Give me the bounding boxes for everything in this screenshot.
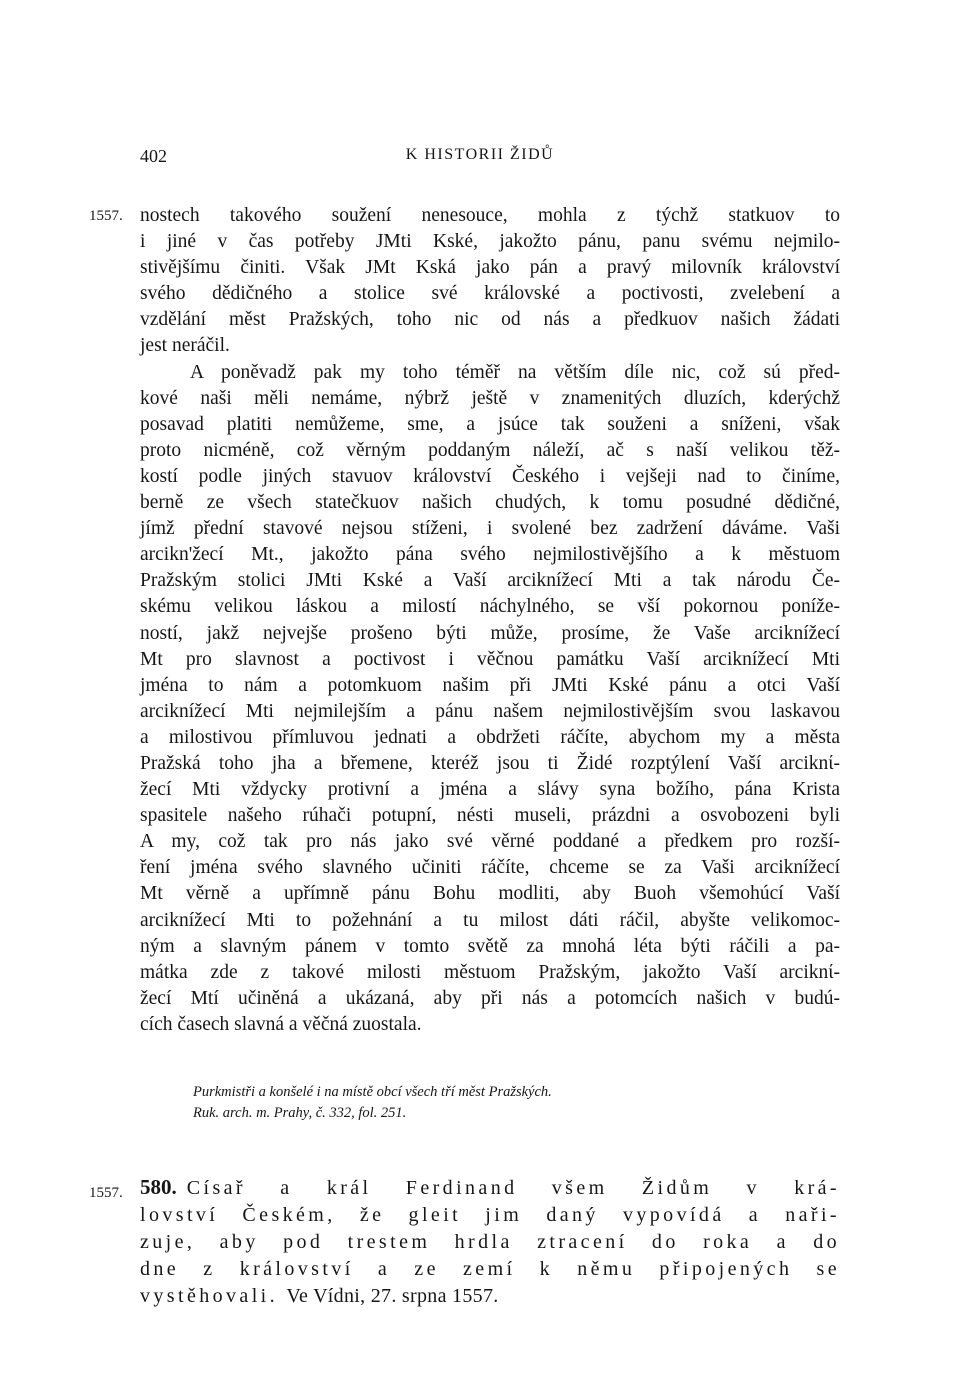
entry-line-5 [140, 1283, 840, 1310]
p2-line: ření jména svého slavného učiniti ráčíte, chceme se za Vaši arciknížecí [140, 857, 840, 879]
p2-line: kové naši měli nemáme, nýbrž ještě v znamenitých dluzích, kderýchž [140, 387, 840, 409]
p2-line: proto nicméně, což věrným poddaným náleží, ač s naší velikou těž- [140, 439, 840, 461]
running-head: K HISTORII ŽIDŮ [405, 146, 555, 163]
p1-line: i jiné v čas potřeby JMti Kské, jakožto pánu, panu svému nejmilo- [140, 231, 840, 253]
entry-line-1 [140, 1174, 840, 1202]
source-note [193, 1082, 552, 1124]
letter-body [140, 203, 840, 1038]
margin-year-2: 1557. [89, 1185, 123, 1201]
p2-line: berně ze všech statečkuov našich chudých, k tomu posudné dědičné, [140, 492, 840, 514]
p2-line: žecí Mti vždycky protivní a jména a slávy syna božího, pána Krista [140, 779, 840, 801]
p2-line: ným a slavným pánem v tomto světě za mnohá léta býti ráčili a pa- [140, 935, 840, 957]
p2-line: A poněvadž pak my toho téměř na větším díle nic, což sú před- [190, 361, 840, 383]
entry-heading-1: Císař a král Ferdinand všem Židům v krá- [186, 1177, 840, 1199]
p1-line: nostech takového soužení nenesouce, mohla z týchž statkuov to [140, 205, 840, 226]
p2-line: cích časech slavná a věčná zuostala. [140, 1013, 422, 1035]
p2-line: mátka zde z takové milosti městuom Pražským, jakožto Vaší arciknί- [140, 961, 840, 983]
p1-line: jest neráčil. [140, 335, 230, 357]
margin-year-1: 1557. [89, 208, 123, 224]
page-number: 402 [140, 146, 167, 166]
p2-line: spasitele našeho rúhači potupní, nésti museli, prázdni a osvobozeni byli [140, 805, 840, 827]
p2-line: jímž přední stavové nejsou stíženi, i svolené bez zadržení dáváme. Vaši [140, 518, 840, 540]
p2-line: arcikn'žecí Mt., jakožto pána svého nejmilostivějšího a k městuom [140, 544, 840, 566]
document-entry [140, 1174, 840, 1310]
entry-line-3: zuje, aby pod trestem hrdla ztracení do roka a do [140, 1231, 840, 1253]
p2-line: posavad platiti nemůžeme, sme, a jsúce tak souženi a sníženi, však [140, 413, 840, 435]
p2-line: arciknížecí Mti nejmilejším a pánu našem nejmilostivějším svou laskavou [140, 700, 840, 722]
p2-line: Pražská toho jha a břemene, kteréž jsou ti Židé rozptýlení Vaší arciknί- [140, 752, 840, 774]
source-line-1: Purkmistři a konšelé i na místě obcí všech tří měst Pražských. [193, 1084, 552, 1100]
p2-line: Mt věrně a upřímně pánu Bohu modliti, aby Buoh všemohúcí Vaší [140, 883, 840, 905]
p2-line: arciknížecí Mti to požehnání a tu milost dáti ráčil, abyšte velikomoc- [140, 909, 840, 931]
entry-heading-end: vystěhovali. [140, 1285, 279, 1307]
p2-line: Mt pro slavnost a poctivost i věčnou památku Vaší arciknížecí Mti [140, 648, 840, 670]
p1-line: svého dědičného a stolice své královské a poctivosti, zvelebení a [140, 283, 840, 305]
p2-line: skému velikou láskou a milostí náchylného, se vší pokornou poníže- [140, 596, 840, 618]
p1-line: stivějšímu činiti. Však JMt Kská jako pán a pravý milovník království [140, 257, 840, 279]
p2-line: žecí Mtí učiněná a ukázaná, aby při nás a potomcích našich v budú- [140, 987, 840, 1009]
source-line-2: Ruk. arch. m. Prahy, č. 332, fol. 251. [193, 1105, 407, 1121]
entry-line-2: lovství Českém, že gleit jim daný vypovídá a naři- [140, 1204, 840, 1226]
p2-line: A my, což tak pro nás jako své věrné poddané a předkem pro rozší- [140, 831, 840, 853]
entry-date: Ve Vídni, 27. srpna 1557. [286, 1285, 499, 1307]
p1-line: vzdělání měst Pražských, toho nic od nás a předkuov našich žádati [140, 309, 840, 331]
p2-line: kostí podle jiných stavuov království Českého i vejšeji nad to činíme, [140, 465, 840, 487]
entry-line-4: dne z království a ze zemí k němu připojených se [140, 1258, 840, 1280]
p2-line: Pražským stolici JMti Kské a Vaší arciknížecí Mti a tak národu Če- [140, 570, 840, 592]
p2-line: a milostivou přímluvou jednati a obdržeti ráčíte, abychom my a města [140, 726, 840, 748]
paragraph-2 [140, 360, 840, 1038]
p2-line: jména to nám a potomkuom našim při JMti Kské pánu a otci Vaší [140, 674, 840, 696]
paragraph-1 [140, 203, 840, 360]
entry-number: 580. [140, 1175, 177, 1199]
p2-line: ností, jakž nejvejše prošeno býti může, prosíme, že Vaše arciknížecí [140, 622, 840, 644]
